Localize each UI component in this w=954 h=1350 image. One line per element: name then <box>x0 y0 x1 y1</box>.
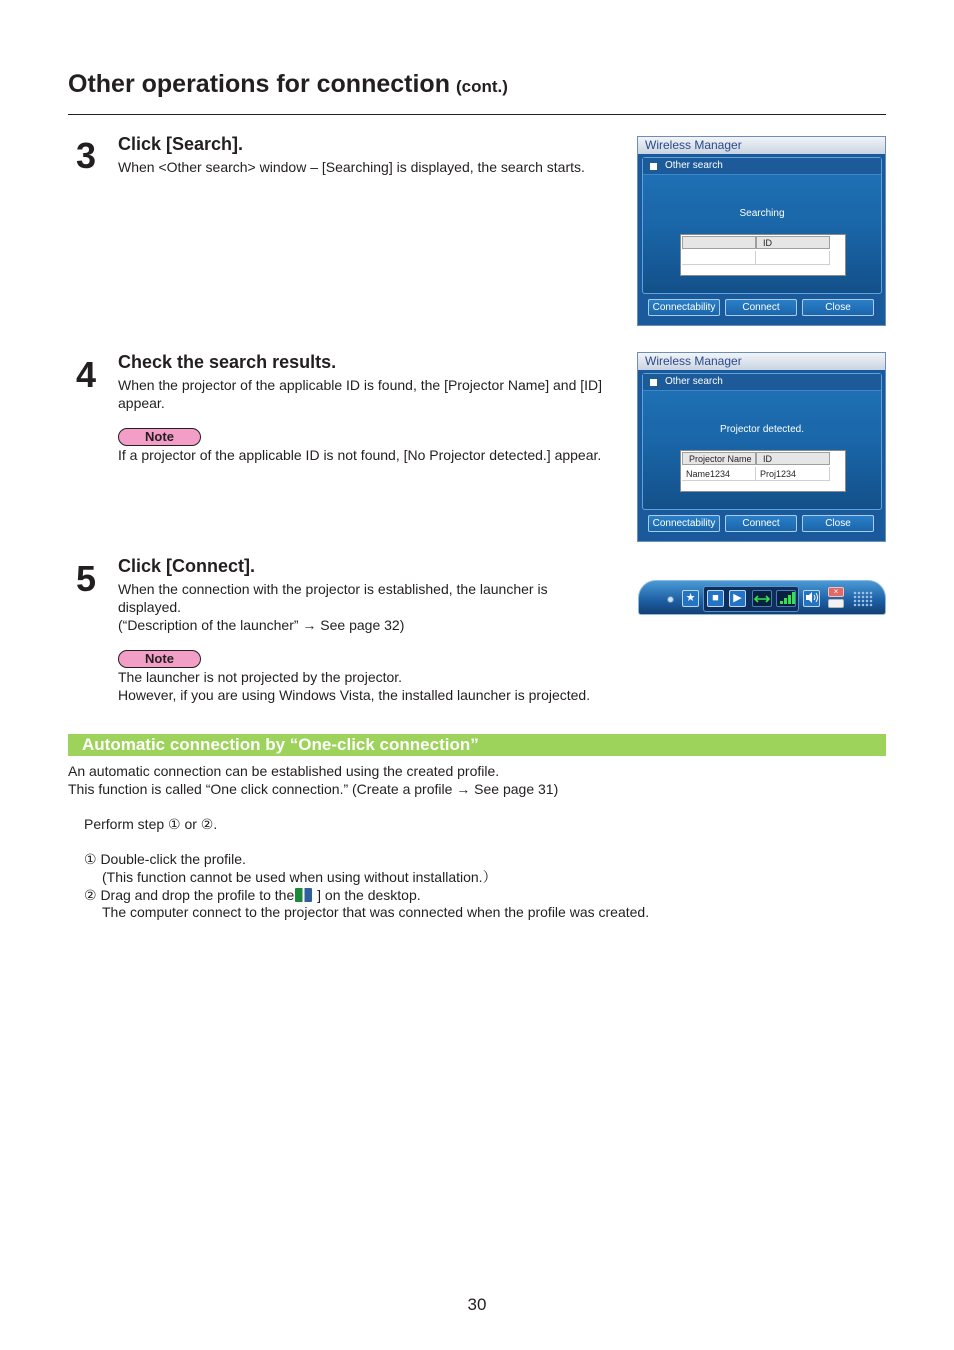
option-2-note: The computer connect to the projector that was connected when the profile was created. <box>102 904 650 920</box>
signal-icon <box>776 590 796 607</box>
option-2-text: ② Drag and drop the profile to the <box>84 887 295 903</box>
results-table <box>680 450 846 492</box>
step-5-heading: Click [Connect]. <box>118 556 256 576</box>
page-title-suffix: (cont.) <box>455 77 508 96</box>
wireless-manager-dialog-detected <box>637 352 886 542</box>
connectability-button[interactable]: Connectability <box>648 299 720 316</box>
search-status: Searching <box>739 208 785 219</box>
perform-step-text: Perform step ① or ②. <box>84 816 218 832</box>
option-1-note: (This function cannot be used when using without installation.） <box>102 869 497 885</box>
option-2-text-end: ] on the desktop. <box>313 887 421 903</box>
title-divider <box>68 114 886 115</box>
step-4-number: 4 <box>76 354 97 395</box>
dialog-title: Wireless Manager <box>638 353 885 370</box>
column-projector-name[interactable]: Projector Name <box>682 452 756 465</box>
step-4-line: When the projector of the applicable ID is found, the [Projector Name] and [ID] <box>118 377 603 393</box>
search-status: Projector detected. <box>720 424 804 435</box>
option-1: ① Double-click the profile. <box>84 851 246 867</box>
page-number: 30 <box>467 1295 487 1314</box>
connectability-button[interactable]: Connectability <box>648 515 720 532</box>
intro-line: This function is called “One click connection.” (Create a profile → See page 31) <box>68 781 559 797</box>
launcher-bar <box>638 580 886 615</box>
row-id[interactable] <box>756 251 830 265</box>
column-id[interactable]: ID <box>756 236 830 249</box>
step-4-note-text <box>118 446 618 464</box>
step-5-line: (“Description of the launcher” → See page 32) <box>118 617 405 633</box>
note-badge: Note <box>118 428 201 446</box>
results-table <box>680 234 846 276</box>
column-id[interactable]: ID <box>756 452 830 465</box>
column-projector-name[interactable] <box>682 236 756 249</box>
step-4-heading: Check the search results. <box>118 352 337 372</box>
panel-label: Other search <box>665 160 723 171</box>
note-line: If a projector of the applicable ID is not found, [No Projector detected.] appear. <box>118 447 602 463</box>
step-3-number: 3 <box>76 135 97 176</box>
audio-icon[interactable] <box>803 590 820 607</box>
step-5-text <box>118 580 618 634</box>
connect-button[interactable]: Connect <box>725 299 797 316</box>
step-3-line: When <Other search> window – [Searching] is displayed, the search starts. <box>118 159 585 175</box>
option-2 <box>84 886 421 904</box>
note-line: However, if you are using Windows Vista, the installed launcher is projected. <box>118 687 591 703</box>
panel-header <box>643 374 881 391</box>
step-5-number: 5 <box>76 558 97 599</box>
stop-icon[interactable]: ■ <box>707 590 724 607</box>
play-icon[interactable]: ▶ <box>729 590 746 607</box>
connection-icon[interactable] <box>752 590 772 607</box>
step-4-line: appear. <box>118 395 165 411</box>
profile-launcher-icon <box>295 888 312 902</box>
step-4-text <box>118 376 618 412</box>
panel-checkbox[interactable] <box>650 379 657 386</box>
step-5-line: displayed. <box>118 599 182 615</box>
other-search-panel <box>642 157 882 294</box>
star-icon[interactable]: ★ <box>682 590 699 607</box>
panel-checkbox[interactable] <box>650 163 657 170</box>
row-id[interactable]: Proj1234 <box>756 467 830 481</box>
step-5-note-text <box>118 668 618 704</box>
note-line: The launcher is not projected by the projector. <box>118 669 403 685</box>
panel-header <box>643 158 881 175</box>
launcher-controls <box>703 586 799 612</box>
row-projector-name[interactable] <box>682 251 756 265</box>
grip-icon[interactable] <box>853 591 873 607</box>
step-5-line: When the connection with the projector is established, the launcher is <box>118 581 548 597</box>
row-projector-name[interactable]: Name1234 <box>682 467 756 481</box>
note-badge: Note <box>118 650 201 668</box>
page-title <box>68 70 508 99</box>
page-title-text: Other operations for connection <box>68 70 450 98</box>
close-button[interactable]: Close <box>802 515 874 532</box>
close-button[interactable]: Close <box>802 299 874 316</box>
intro-line: An automatic connection can be established using the created profile. <box>68 763 500 779</box>
other-search-panel <box>642 373 882 510</box>
minimize-icon[interactable] <box>828 599 844 608</box>
step-3-text <box>118 158 618 176</box>
close-icon[interactable]: × <box>828 587 844 597</box>
section-intro <box>68 762 558 798</box>
wireless-manager-dialog-searching <box>637 136 886 326</box>
power-icon[interactable] <box>667 596 674 603</box>
panel-label: Other search <box>665 376 723 387</box>
step-3-heading: Click [Search]. <box>118 134 244 154</box>
section-heading: Automatic connection by “One-click connection” <box>68 734 886 756</box>
dialog-title: Wireless Manager <box>638 137 885 154</box>
connect-button[interactable]: Connect <box>725 515 797 532</box>
